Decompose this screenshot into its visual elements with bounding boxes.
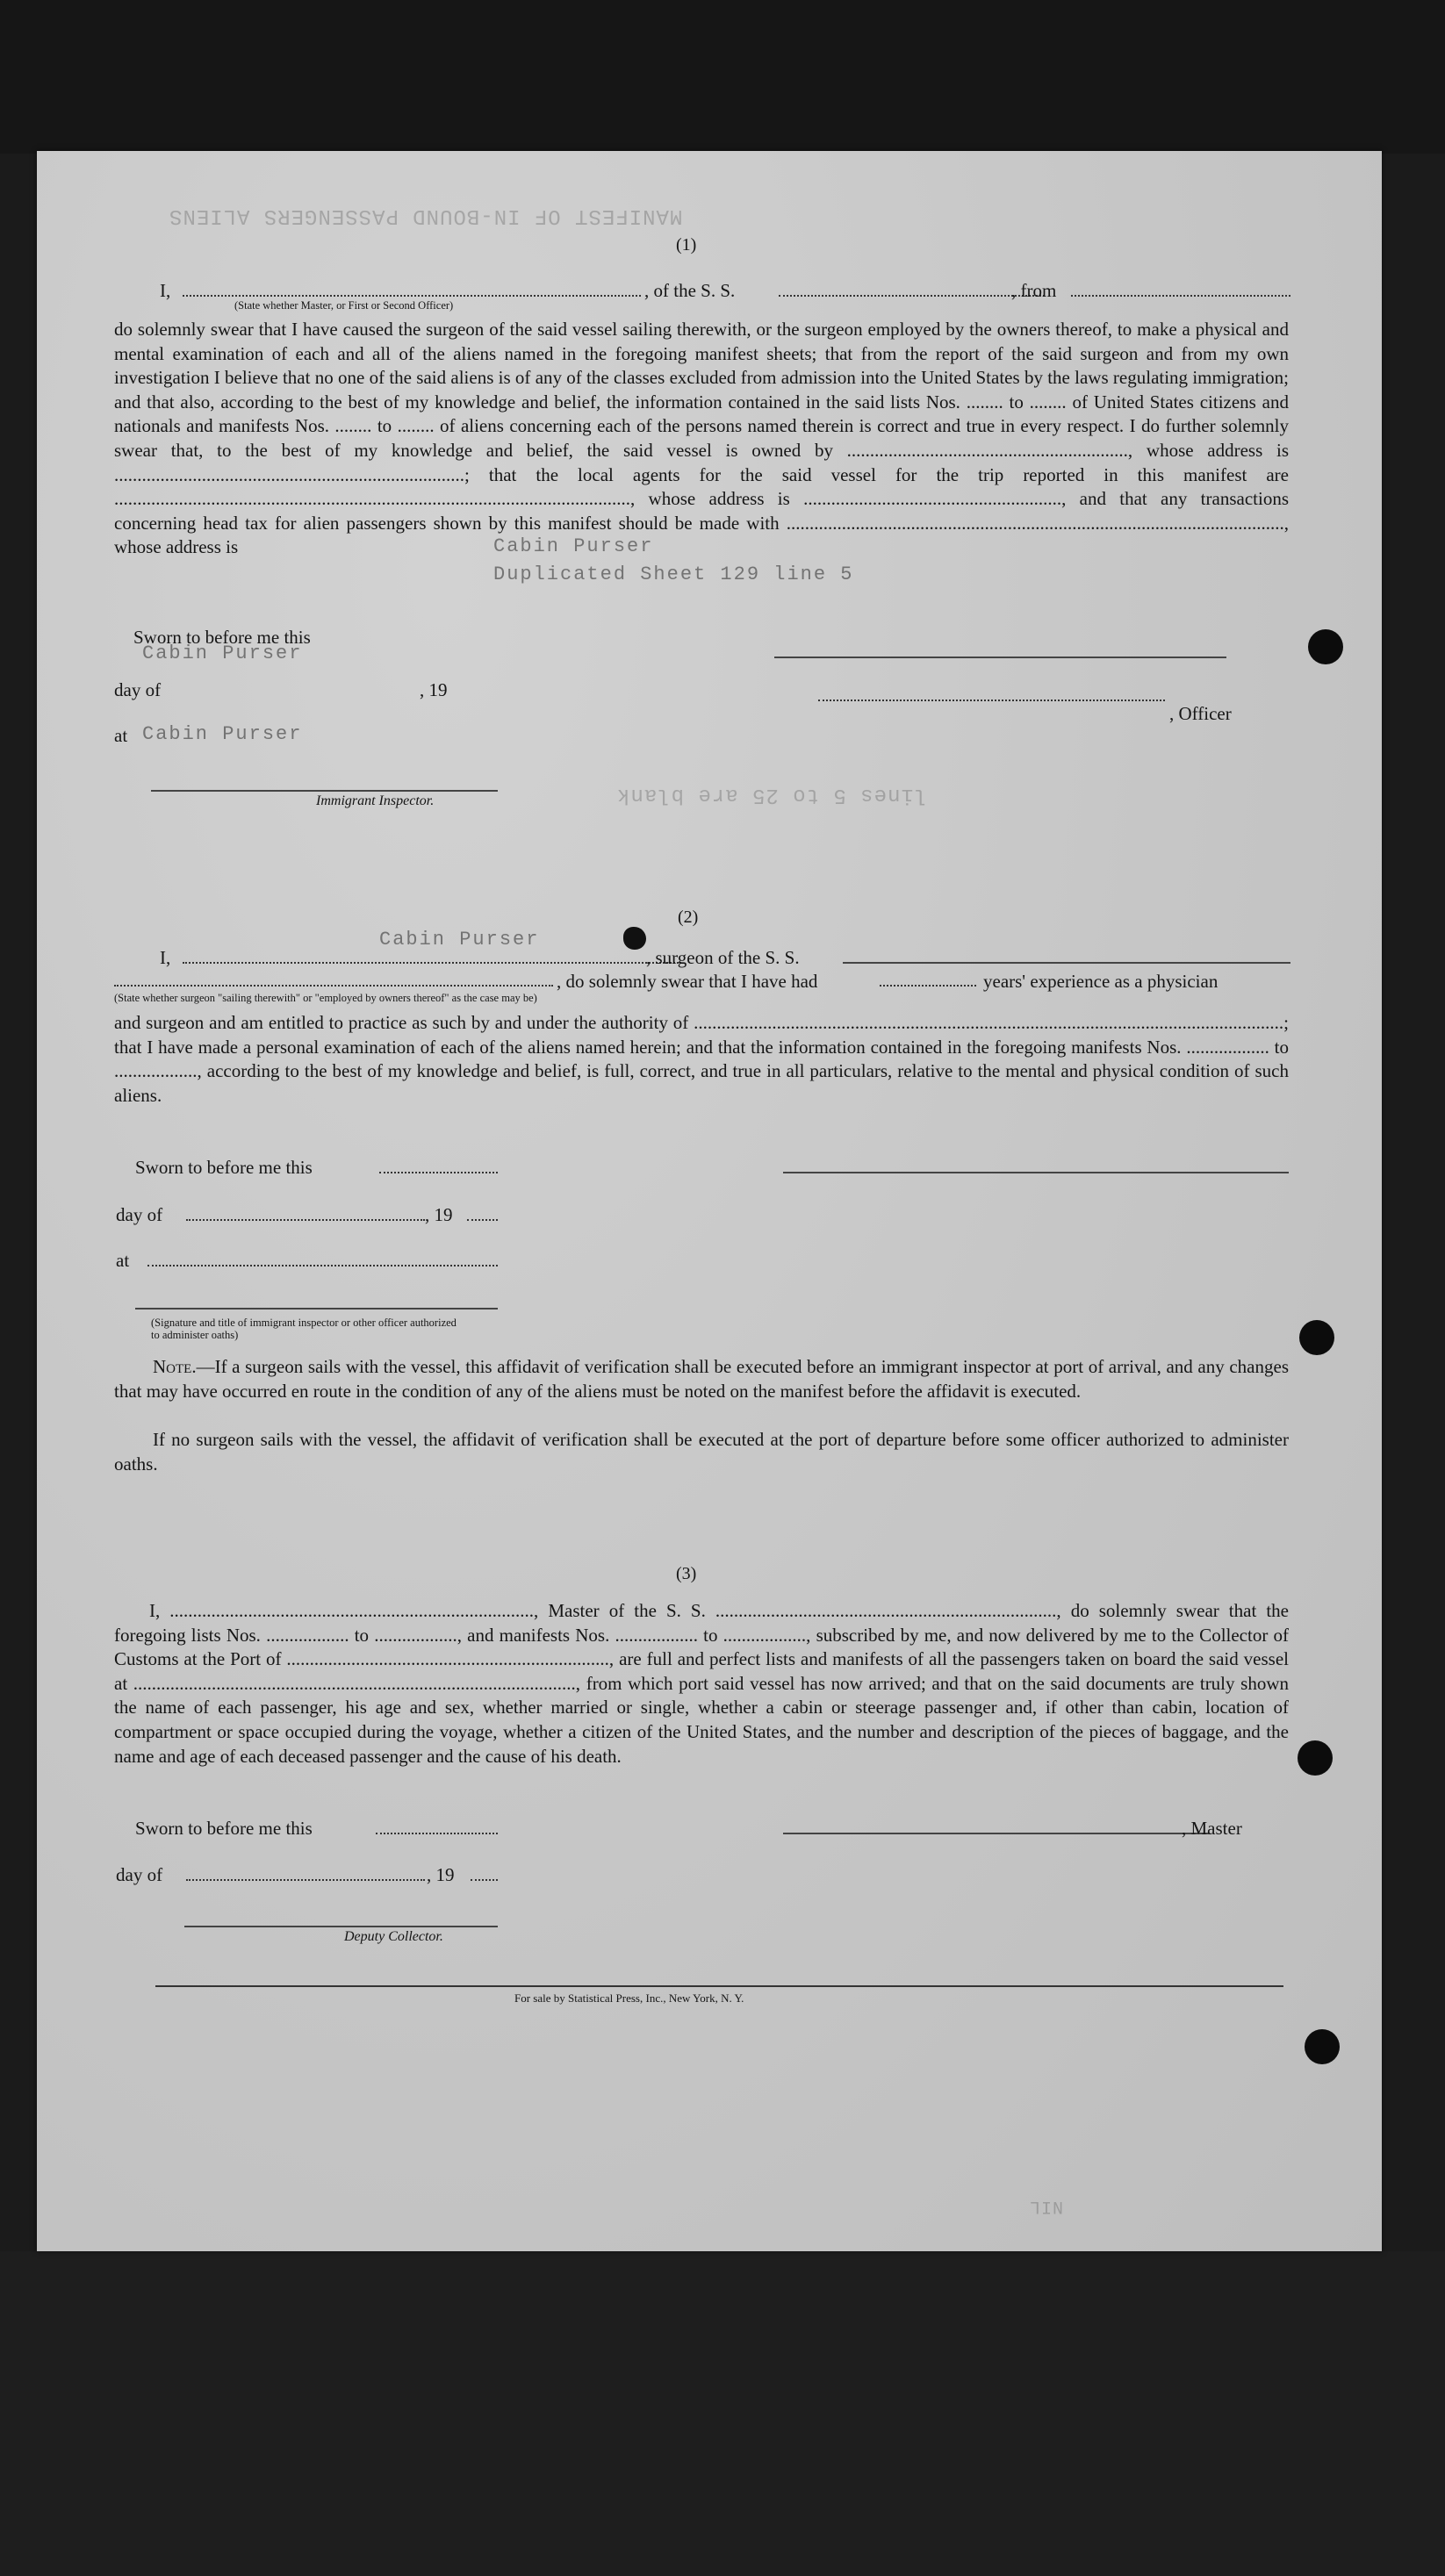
s3-year-label: , 19 <box>427 1864 455 1885</box>
s3-sworn-blank <box>376 1833 498 1834</box>
bleed-through-text: lines 5 to 25 are blank <box>616 783 928 807</box>
s2-sworn-blank <box>379 1172 498 1173</box>
bleed-through-text: NIL <box>1029 2196 1064 2216</box>
s3-master-label: , Master <box>1182 1818 1242 1839</box>
s2-vessel-blank <box>843 962 1290 964</box>
s1-i-label: I, <box>160 280 171 301</box>
s2-name-blank <box>183 962 681 964</box>
s2-note-2: If no surgeon sails with the vessel, the affidavit of verification shall be executed at the port of departure before some officer authorized to administer oaths. <box>114 1429 1289 1475</box>
s3-day-blank <box>186 1879 425 1881</box>
s2-sworn-label: Sworn to before me this <box>135 1157 313 1178</box>
scanner-background-top <box>0 0 1445 154</box>
s3-master-signature-line <box>783 1833 1209 1834</box>
s3-day-label: day of <box>116 1864 163 1885</box>
s2-inspector-caption: (Signature and title of immigrant inspector or other officer authorized to administer oaths) <box>151 1317 457 1341</box>
s1-officer-blank <box>818 700 1165 701</box>
printer-credit: For sale by Statistical Press, Inc., New York, N. Y. <box>514 1991 744 2005</box>
s2-surgeon-label: , surgeon of the S. S. <box>646 947 800 968</box>
s3-deputy-caption: Deputy Collector. <box>344 1929 443 1944</box>
s2-at-label: at <box>116 1250 130 1271</box>
footer-rule <box>155 1985 1283 1987</box>
s2-note-1 <box>114 1355 1289 1403</box>
s1-master-signature-line <box>774 657 1226 658</box>
s2-year-label: , 19 <box>425 1204 453 1225</box>
note-label: Note. <box>153 1356 197 1377</box>
section-3-number: (3) <box>676 1564 697 1583</box>
s2-years-blank <box>880 985 976 987</box>
s1-year-label: , 19 <box>420 679 448 700</box>
s2-i-label: I, <box>160 947 171 968</box>
note-1-text: —If a surgeon sails with the vessel, this affidavit of verification shall be executed before an immigrant inspector at port of arrival, and any changes that may have occurred en route in the condition of any of the aliens must be noted on the manifest before the affidavit is executed. <box>114 1356 1289 1402</box>
s1-from-label: , from <box>1011 280 1057 301</box>
s1-at-label: at <box>114 725 128 746</box>
s2-inspector-line <box>135 1308 498 1310</box>
s2-day-blank <box>186 1219 425 1221</box>
s1-vessel-blank <box>779 295 1045 297</box>
s2-oath-paragraph: and surgeon and am entitled to practice as such by and under the authority of ................................................................................................................................; that I have made a personal examination of each of the aliens named herein; and that the information contained in the foregoing manifests Nos. .................. to .................., according to the best of my knowledge and belief, is full, correct, and true in all particulars, relative to the mental and physical condition of such aliens. <box>114 1012 1289 1106</box>
s3-sworn-label: Sworn to before me this <box>135 1818 313 1839</box>
bleed-through-text: MANIFEST OF IN-BOUND PASSENGERS ALIENS <box>169 204 683 227</box>
s1-day-label: day of <box>114 679 162 700</box>
punch-hole <box>1305 2029 1340 2064</box>
s2-years-label: years' experience as a physician <box>983 971 1219 992</box>
s3-oath-paragraph: I, ..............................................................................., Master of the S. S. .........................................................................., do solemnly swear that the foregoing lists Nos. .................. to .................., and manifests Nos. .................. to .................., subscribed by me, and now delivered by me to the Collector of Customs at the Port of ......................................................................, are full and perfect lists and manifests of all the passengers taken on board the said vessel at ................................................................................................, from which port said vessel has now arrived; and that on the said documents are truly shown the name of each passenger, his age and sex, whether married or single, whether a cabin or steerage passenger and, if other than cabin, location of compartment or space occupied during the voyage, whether a citizen of the United States, and the number and description of the pieces of baggage, and the name and age of each deceased passenger and the cause of his death. <box>114 1600 1289 1767</box>
s2-year-blank <box>467 1219 498 1221</box>
s1-inspector-line <box>151 790 498 792</box>
ink-blot <box>623 927 646 950</box>
s1-rank-caption: (State whether Master, or First or Second Officer) <box>234 299 454 312</box>
punch-hole <box>1308 629 1343 664</box>
typed-stamp: Duplicated Sheet 129 line 5 <box>493 563 854 585</box>
punch-hole <box>1299 1320 1334 1355</box>
s2-status-blank <box>114 985 553 987</box>
typed-stamp: Cabin Purser <box>142 642 303 664</box>
s1-officer-label: , Officer <box>1169 703 1232 724</box>
s1-sworn-label: Sworn to before me this <box>133 627 311 648</box>
s1-vessel-label: , of the S. S. <box>644 280 736 301</box>
s1-name-blank <box>183 295 641 297</box>
s3-deputy-line <box>184 1926 498 1927</box>
typed-stamp: Cabin Purser <box>493 535 654 557</box>
section-1-number: (1) <box>676 235 697 255</box>
manifest-page <box>37 151 1382 2251</box>
punch-hole <box>1298 1740 1333 1776</box>
s2-surgeon-signature-line <box>783 1172 1289 1173</box>
s1-oath-paragraph: do solemnly swear that I have caused the surgeon of the said vessel sailing therewith, or the surgeon employed by the owners thereof, to make a physical and mental examination of each and all of the aliens named in the foregoing manifest sheets; that from the report of the said surgeon and from my own investigation I believe that no one of the said aliens is of any of the classes excluded from admission into the United States by the laws regulating immigration; and that also, according to the best of my knowledge and belief, the information contained in the said lists Nos. ........ to ........ of United States citizens and nationals and manifests Nos. ........ to ........ of aliens concerning each of the persons named therein is correct and true in every respect. I do further solemnly swear that, to the best of my knowledge and belief, the said vessel is owned by ............................................................., whose address is ............................................................................; that the local agents for the said vessel for the trip reported in this manifest are ................................................................................................................, whose address is ........................................................, and that any transactions concerning head tax for alien passengers shown by this manifest should be made with ............................................................................................................, whose address is <box>114 319 1289 558</box>
s1-inspector-caption: Immigrant Inspector. <box>316 793 435 808</box>
s1-from-blank <box>1071 295 1290 297</box>
s2-typed-name: Cabin Purser <box>379 929 540 951</box>
s2-status-caption: (State whether surgeon "sailing therewith" or "employed by owners thereof" as the case may be) <box>114 992 537 1004</box>
s2-at-blank <box>147 1265 498 1266</box>
s2-day-label: day of <box>116 1204 163 1225</box>
scanner-background-bottom <box>0 2251 1445 2576</box>
s2-swear-label: , do solemnly swear that I have had <box>557 971 818 992</box>
typed-stamp: Cabin Purser <box>142 723 303 745</box>
section-2-number: (2) <box>678 908 699 927</box>
s3-year-blank <box>471 1879 498 1881</box>
